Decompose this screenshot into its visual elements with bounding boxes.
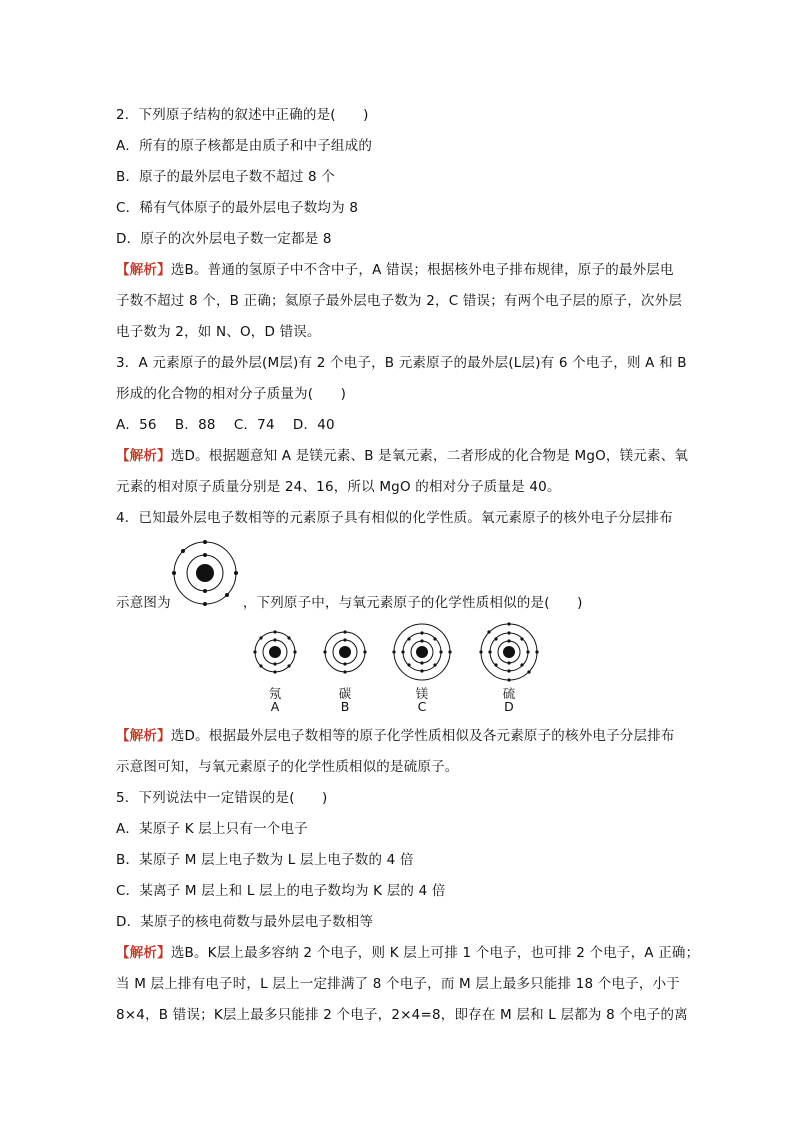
atom-letter: C [417,699,427,714]
q2-analysis-line: 子数不超过 8 个，B 正确；氦原子最外层电子数为 2，C 错误；有两个电子层的原子，次外层 [116,293,683,309]
q3-options: A．56 B．88 C．74 D．40 [116,417,335,433]
q5-stem: 5．下列说法中一定错误的是( ) [116,790,328,806]
analysis-tag: 【解析】 [116,448,171,464]
q4-stem-line2: 示意图为 ，下列原子中，与氧元素原子的化学性质相似的是( ) [116,595,583,611]
q5-analysis-line: 当 M 层上排有电子时，L 层上一定排满了 8 个电子，而 M 层上最多只能排 18 个电子，小于 [116,976,681,992]
q5-option-b: B．某原子 M 层上电子数为 L 层上电子数的 4 倍 [116,852,414,868]
q2-analysis-line: 电子数为 2，如 N、O，D 错误。 [116,324,321,340]
atom-name: 碳 [338,686,352,701]
atom-name: 硫 [502,686,516,701]
analysis-tag: 【解析】 [116,945,171,961]
carbon-atom-diagram [320,627,370,677]
q2-option-a: A．所有的原子核都是由质子和中子组成的 [116,138,373,154]
q4-analysis-line: 【解析】选D。根据最外层电子数相等的原子化学性质相似及各元素原子的核外电子分层排布 [116,728,675,744]
q3-analysis-line: 元素的相对原子质量分别是 24、16，所以 MgO 的相对分子质量是 40。 [116,479,561,495]
q3-stem: 形成的化合物的相对分子质量为( ) [116,386,347,402]
atom-name: 氖 [268,686,282,701]
analysis-tag: 【解析】 [116,728,171,744]
q4-stem: 4．已知最外层电子数相等的元素原子具有相似的化学性质。氧元素原子的核外电子分层排布 [116,510,673,526]
q5-analysis-line: 8×4，B 错误；K层上最多只能排 2 个电子，2×4=8，即存在 M 层和 L 层都为 8 个电子的离 [116,1007,688,1023]
q2-stem: 2．下列原子结构的叙述中正确的是( ) [116,107,369,123]
q4-analysis-line: 示意图可知，与氧元素原子的化学性质相似的是硫原子。 [116,759,459,775]
q2-option-c: C．稀有气体原子的最外层电子数均为 8 [116,200,359,216]
q5-option-d: D．某原子的核电荷数与最外层电子数相等 [116,914,374,930]
atom-letter: D [504,699,514,714]
magnesium-atom-diagram [391,621,453,683]
neon-atom-diagram [250,627,300,677]
q3-stem: 3．A 元素原子的最外层(M层)有 2 个电子，B 元素原子的最外层(L层)有 6 个电子，则 A 和 B [116,355,687,371]
q3-analysis-line: 【解析】选D。根据题意知 A 是镁元素、B 是氧元素，二者形成的化合物是 MgO，镁元素、氧 [116,448,689,464]
q5-analysis-line: 【解析】选B。K层上最多容纳 2 个电子，则 K 层上可排 1 个电子，也可排 2 个电子，A 正确； [116,945,700,961]
q2-option-b: B．原子的最外层电子数不超过 8 个 [116,169,336,185]
atom-name: 镁 [415,686,429,701]
q5-option-c: C．某离子 M 层上和 L 层上的电子数均为 K 层的 4 倍 [116,883,446,899]
q5-option-a: A．某原子 K 层上只有一个电子 [116,821,308,837]
sulfur-atom-diagram [478,621,540,683]
q2-option-d: D．原子的次外层电子数一定都是 8 [116,231,332,247]
analysis-tag: 【解析】 [116,262,171,278]
atom-letter: B [340,699,350,714]
q2-analysis-line: 【解析】选B。普通的氢原子中不含中子，A 错误；根据核外电子排布规律，原子的最外层电 [116,262,674,278]
atom-letter: A [270,699,280,714]
